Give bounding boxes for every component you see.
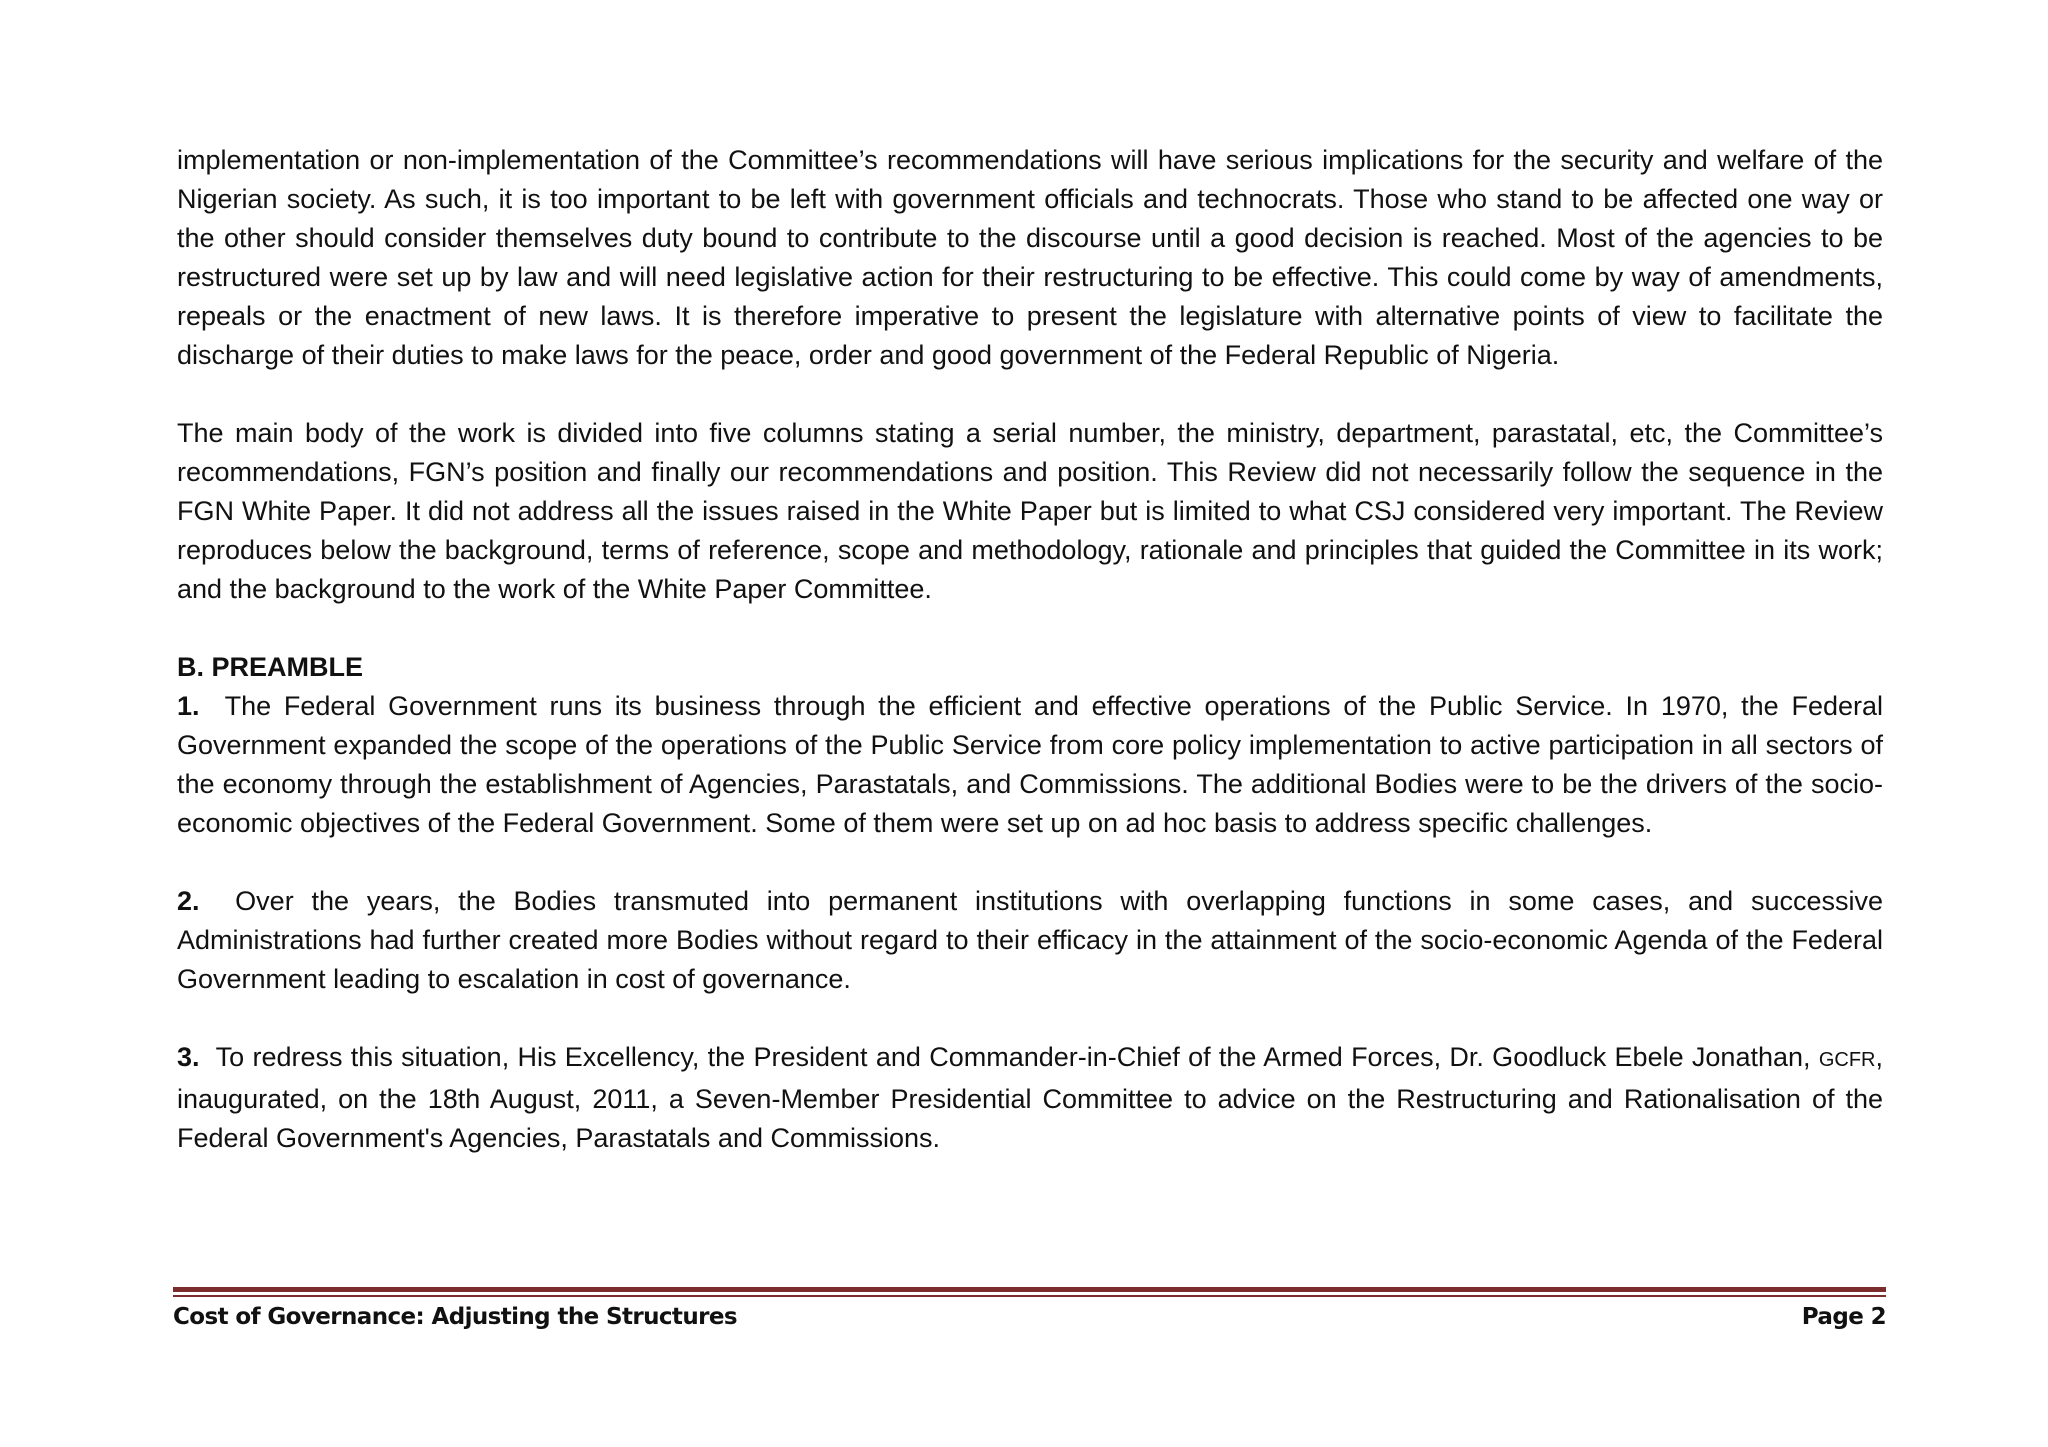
intro-paragraph-1: implementation or non-implementation of the Committee’s recommendations will have serious implications for the security and welfare of the Nigerian society. As such, it is too important to be left with government officials and technocrats. Those who stand to be affected one way or the other should consider themselves duty bound to contribute to the discourse until a good decision is reached. Most of the agencies to be restructured were set up by law and will need legislative action for their restructuring to be effective. This could come by way of amendments, repeals or the enactment of new laws. It is therefore imperative to present the legislature with alternative points of view to facilitate the discharge of their duties to make laws for the peace, order and good government of the Federal Republic of Nigeria.	[177, 145, 1883, 370]
preamble-item-3	[177, 1038, 1883, 1158]
footer-title: Cost of Governance: Adjusting the Structures	[173, 1304, 737, 1330]
footer-rule-thick	[173, 1287, 1886, 1292]
intro-paragraph-2: The main body of the work is divided into five columns stating a serial number, the ministry, department, parastatal, etc, the Committee’s recommendations, FGN’s position and finally our recommendations and position. This Review did not necessarily follow the sequence in the FGN White Paper. It did not address all the issues raised in the White Paper but is limited to what CSJ considered very important. The Review reproduces below the background, terms of reference, scope and methodology, rationale and principles that guided the Committee in its work; and the background to the work of the White Paper Committee.	[177, 418, 1883, 604]
section-heading: B. PREAMBLE	[177, 652, 364, 682]
footer-rule-thin	[173, 1295, 1886, 1297]
preamble-item-1	[177, 687, 1883, 843]
item-text-after: , inaugurated, on the 18th August, 2011, a Seven-Member Presidential Committee to advice on the Restructuring and Rationalisation of the Federal Government's Agencies, Parastatals and Commissions.	[177, 1042, 1883, 1153]
item-text: The Federal Government runs its business through the efficient and effective operations of the Public Service. In 1970, the Federal Government expanded the scope of the operations of the Public Service from core policy implementation to active participation in all sectors of the economy through the establishment of Agencies, Parastatals, and Commissions. The additional Bodies were to be the drivers of the socio-economic objectives of the Federal Government. Some of them were set up on ad hoc basis to address specific challenges.	[177, 691, 1884, 838]
footer-row	[173, 1304, 1886, 1330]
item-number: 2.	[177, 886, 200, 916]
page-number: Page 2	[1801, 1304, 1886, 1330]
document-page	[177, 141, 1883, 1158]
preamble-item-2	[177, 882, 1883, 999]
item-number: 3.	[177, 1042, 200, 1072]
honorific: GCFR	[1818, 1049, 1876, 1071]
item-text: Over the years, the Bodies transmuted into permanent institutions with overlapping functions in some cases, and successive Administrations had further created more Bodies without regard to their efficacy in the attainment of the socio-economic Agenda of the Federal Government leading to escalation in cost of governance.	[177, 886, 1883, 994]
page-footer	[173, 1287, 1886, 1330]
item-number: 1.	[177, 691, 200, 721]
item-text-before: To redress this situation, His Excellency, the President and Commander-in-Chief of the Armed Forces, Dr. Goodluck Ebele Jonathan,	[215, 1042, 1819, 1072]
